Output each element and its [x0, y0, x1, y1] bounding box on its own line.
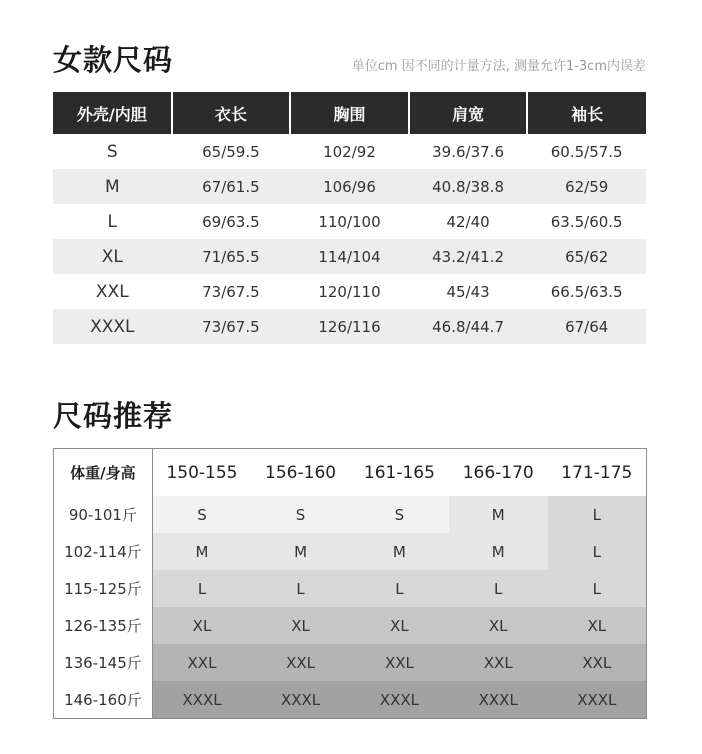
size-cell: M: [53, 169, 172, 204]
shoulder-cell: 43.2/41.2: [409, 239, 528, 274]
sleeve-cell: 65/62: [527, 239, 646, 274]
table-row: [53, 134, 646, 169]
women-size-header: [53, 43, 646, 77]
shoulder-cell: 42/40: [446, 212, 490, 231]
table-row: [53, 274, 646, 309]
length-cell: 65/59.5: [202, 142, 260, 161]
table-row: [54, 533, 647, 570]
recommend-cell: M: [251, 533, 350, 570]
measurement-note: 单位cm 因不同的计量方法, 测量允许1-3cm内误差: [351, 59, 646, 74]
table-row: [54, 681, 647, 719]
length-cell: 67/61.5: [172, 169, 291, 204]
weight-height-corner: 体重/身高: [54, 449, 153, 497]
table-row: [53, 204, 646, 239]
header-shoulder: 肩宽: [409, 92, 528, 134]
length-cell: 71/65.5: [172, 239, 291, 274]
recommend-cell: L: [152, 570, 251, 607]
size-cell: XXXL: [53, 309, 172, 344]
recommend-cell: S: [350, 496, 449, 533]
recommend-cell: L: [548, 533, 647, 570]
weight-cell: 146-160斤: [54, 681, 153, 719]
women-size-title: 女款尺码: [53, 43, 174, 77]
header-chest: 胸围: [290, 92, 409, 134]
recommend-cell: M: [152, 533, 251, 570]
chest-cell: 106/96: [290, 169, 409, 204]
recommend-cell: XL: [449, 607, 548, 644]
recommend-cell: XXL: [548, 644, 647, 681]
sleeve-cell: 67/64: [527, 309, 646, 344]
chest-cell: 114/104: [290, 239, 409, 274]
recommend-cell: XXL: [449, 644, 548, 681]
recommend-cell: M: [449, 533, 548, 570]
length-cell: 69/63.5: [202, 212, 260, 231]
recommend-cell: L: [548, 570, 647, 607]
weight-cell: 136-145斤: [54, 644, 153, 681]
header-sleeve: 袖长: [527, 92, 646, 134]
size-cell: L: [107, 211, 118, 232]
size-table-header-row: [53, 92, 646, 134]
table-row: [54, 570, 647, 607]
size-recommend-table: [53, 448, 647, 719]
recommend-cell: XXL: [251, 644, 350, 681]
sleeve-cell: 63.5/60.5: [550, 212, 623, 231]
chest-cell: 102/92: [323, 142, 376, 161]
recommend-cell: M: [449, 496, 548, 533]
shoulder-cell: 40.8/38.8: [409, 169, 528, 204]
recommend-cell: L: [350, 570, 449, 607]
chest-cell: 110/100: [318, 212, 381, 231]
length-cell: 73/67.5: [202, 282, 260, 301]
recommend-cell: S: [251, 496, 350, 533]
weight-cell: 90-101斤: [54, 496, 153, 533]
chest-cell: 126/116: [290, 309, 409, 344]
sleeve-cell: 62/59: [527, 169, 646, 204]
table-row: [54, 496, 647, 533]
weight-cell: 126-135斤: [54, 607, 153, 644]
size-cell: XXL: [95, 281, 129, 302]
recommend-cell: XL: [152, 607, 251, 644]
height-header: 156-160: [251, 449, 350, 497]
shoulder-cell: 46.8/44.7: [409, 309, 528, 344]
height-header: 171-175: [548, 449, 647, 497]
height-header: 166-170: [449, 449, 548, 497]
table-row: [54, 607, 647, 644]
recommend-cell: XXL: [152, 644, 251, 681]
sleeve-cell: 60.5/57.5: [550, 142, 623, 161]
weight-cell: 115-125斤: [54, 570, 153, 607]
shoulder-cell: 39.6/37.6: [432, 142, 504, 161]
recommend-cell: L: [449, 570, 548, 607]
recommend-cell: XXXL: [152, 681, 251, 719]
header-shell-liner: 外壳/内胆: [53, 92, 172, 134]
header-length: 衣长: [172, 92, 291, 134]
recommend-cell: M: [350, 533, 449, 570]
recommend-header-row: [54, 449, 647, 497]
table-row: [53, 309, 646, 344]
recommend-cell: XXL: [350, 644, 449, 681]
recommend-cell: XXXL: [548, 681, 647, 719]
height-header: 150-155: [152, 449, 251, 497]
recommend-cell: L: [251, 570, 350, 607]
women-size-table: [53, 92, 646, 344]
sleeve-cell: 66.5/63.5: [550, 282, 623, 301]
height-header: 161-165: [350, 449, 449, 497]
table-row: [53, 169, 646, 204]
length-cell: 73/67.5: [172, 309, 291, 344]
recommend-cell: XL: [350, 607, 449, 644]
table-row: [54, 644, 647, 681]
chest-cell: 120/110: [318, 282, 381, 301]
recommend-cell: XXXL: [350, 681, 449, 719]
shoulder-cell: 45/43: [446, 282, 490, 301]
recommend-header: [53, 399, 646, 433]
recommend-cell: XL: [548, 607, 647, 644]
recommend-cell: S: [152, 496, 251, 533]
recommend-cell: XXXL: [449, 681, 548, 719]
table-row: [53, 239, 646, 274]
size-cell: S: [106, 141, 118, 162]
recommend-cell: XL: [251, 607, 350, 644]
recommend-cell: XXXL: [251, 681, 350, 719]
recommend-title: 尺码推荐: [53, 399, 174, 433]
size-cell: XL: [53, 239, 172, 274]
weight-cell: 102-114斤: [54, 533, 153, 570]
recommend-cell: L: [548, 496, 647, 533]
